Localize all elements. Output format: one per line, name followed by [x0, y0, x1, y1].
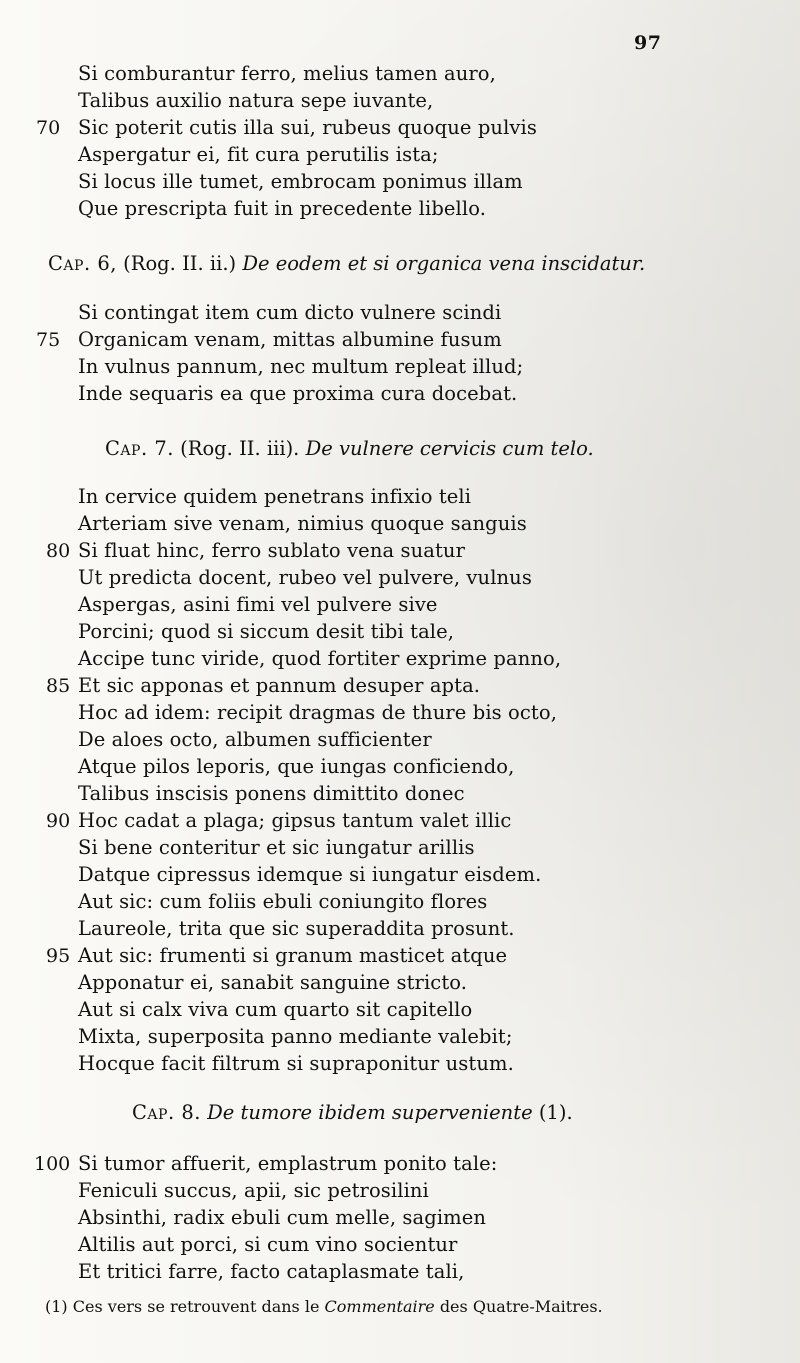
- chapter-label: Cap. 7.: [105, 437, 174, 460]
- line-number: 70: [36, 117, 61, 139]
- page-number: 97: [634, 32, 662, 54]
- verse-line: Ut predicta docent, rubeo vel pulvere, vulnus: [78, 566, 532, 589]
- verse-line: Si contingat item cum dicto vulnere scindi: [78, 301, 502, 324]
- footnote: [45, 1296, 603, 1318]
- chapter-label: Cap. 8.: [132, 1101, 201, 1124]
- verse-line: Talibus auxilio natura sepe iuvante,: [78, 89, 434, 112]
- verse-line: Si locus ille tumet, embrocam ponimus illam: [78, 170, 523, 193]
- verse-line: Aut si calx viva cum quarto sit capitello: [78, 998, 473, 1021]
- verse-line: Mixta, superposita panno mediante valebit;: [78, 1025, 513, 1048]
- footnote-mark: (1): [45, 1297, 68, 1316]
- verse-line: Aspergas, asini fimi vel pulvere sive: [78, 593, 438, 616]
- verse-line: Aut sic: frumenti si granum masticet atque: [78, 944, 508, 967]
- verse-line: In cervice quidem penetrans infixio teli: [78, 485, 472, 508]
- verse-line: Talibus inscisis ponens dimittito donec: [78, 782, 465, 805]
- verse-line: Et tritici farre, facto cataplasmate tali,: [78, 1260, 465, 1283]
- line-number: 85: [46, 675, 71, 697]
- chapter-title: De vulnere cervicis cum telo.: [305, 437, 594, 460]
- verse-line: Aspergatur ei, fit cura perutilis ista;: [78, 143, 439, 166]
- chapter-reference: (Rog. II. ii.): [123, 252, 237, 275]
- chapter-reference: (Rog. II. iii).: [180, 437, 300, 460]
- verse-line: Feniculi succus, apii, sic petrosilini: [78, 1179, 429, 1202]
- line-number: 75: [36, 329, 61, 351]
- verse-line: Si tumor affuerit, emplastrum ponito tale:: [78, 1152, 498, 1175]
- verse-line: Atque pilos leporis, que iungas conficiendo,: [78, 755, 515, 778]
- chapter-title: De tumore ibidem superveniente: [207, 1101, 533, 1124]
- footnote-italic-text: Commentaire: [324, 1297, 435, 1316]
- verse-line: Inde sequaris ea que proxima cura docebat.: [78, 382, 518, 405]
- line-number: 90: [46, 810, 71, 832]
- verse-line: Que prescripta fuit in precedente libello.: [78, 197, 487, 220]
- footnote-reference: (1).: [538, 1101, 573, 1124]
- chapter-label: Cap. 6,: [48, 252, 117, 275]
- line-number: 80: [46, 540, 71, 562]
- verse-line: Datque cipressus idemque si iungatur eisdem.: [78, 863, 542, 886]
- verse-line: Si comburantur ferro, melius tamen auro,: [78, 62, 496, 85]
- verse-line: Hoc ad idem: recipit dragmas de thure bis octo,: [78, 701, 557, 724]
- footnote-text: Ces vers se retrouvent dans le: [72, 1297, 320, 1316]
- verse-line: Si bene conteritur et sic iungatur arillis: [78, 836, 475, 859]
- line-number: 95: [46, 945, 71, 967]
- line-number: 100: [34, 1153, 71, 1175]
- verse-line: Et sic apponas et pannum desuper apta.: [78, 674, 481, 697]
- verse-line: Organicam venam, mittas albumine fusum: [78, 328, 502, 351]
- verse-line: Aut sic: cum foliis ebuli coniungito flores: [78, 890, 488, 913]
- verse-line: Apponatur ei, sanabit sanguine stricto.: [78, 971, 468, 994]
- verse-line: Absinthi, radix ebuli cum melle, sagimen: [78, 1206, 487, 1229]
- verse-line: Porcini; quod si siccum desit tibi tale,: [78, 620, 455, 643]
- verse-line: Si fluat hinc, ferro sublato vena suatur: [78, 539, 466, 562]
- verse-line: Laureole, trita que sic superaddita prosunt.: [78, 917, 515, 940]
- chapter-heading: [48, 251, 645, 277]
- verse-line: Sic poterit cutis illa sui, rubeus quoque pulvis: [78, 116, 537, 139]
- chapter-title: De eodem et si organica vena inscidatur.: [242, 252, 646, 275]
- footnote-text: des Quatre-Maitres.: [439, 1297, 603, 1316]
- verse-line: Hocque facit filtrum si supraponitur ustum.: [78, 1052, 514, 1075]
- verse-line: Altilis aut porci, si cum vino socientur: [78, 1233, 458, 1256]
- verse-line: In vulnus pannum, nec multum repleat illud;: [78, 355, 524, 378]
- verse-line: Arteriam sive venam, nimius quoque sanguis: [78, 512, 527, 535]
- verse-line: Accipe tunc viride, quod fortiter exprime panno,: [78, 647, 562, 670]
- chapter-heading: [105, 436, 594, 462]
- verse-line: De aloes octo, albumen sufficienter: [78, 728, 432, 751]
- chapter-heading: [132, 1100, 573, 1126]
- verse-line: Hoc cadat a plaga; gipsus tantum valet illic: [78, 809, 512, 832]
